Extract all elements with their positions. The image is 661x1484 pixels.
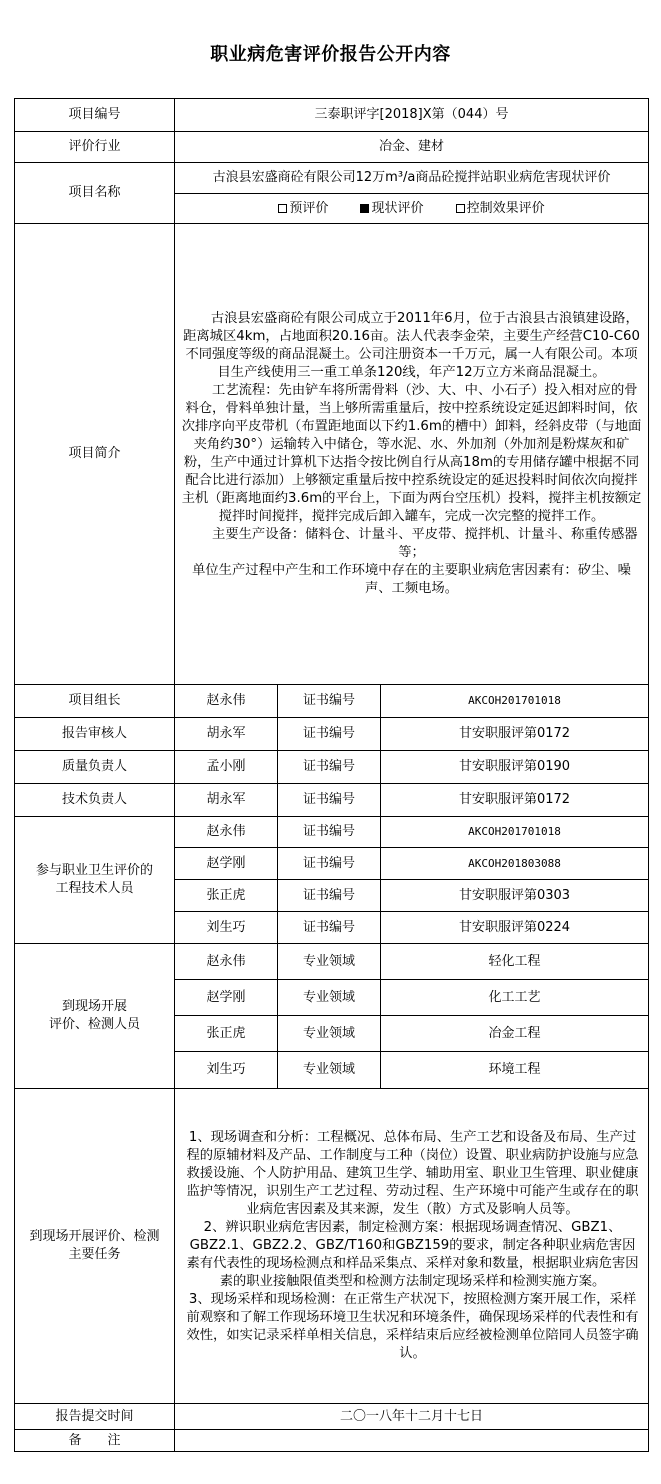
task-item-1: 1、现场调查和分析：工程概况、总体布局、生产工艺和设备及布局、生产过程的原辅材料及产品、工作制度与工种（岗位）设置、职业病防护设施与应急救援设施、个人防护用品、建筑卫生学、辅助用室、职业卫生管理、职业健康监护等情况，识别生产工艺过程、劳动过程、生产环境中可能产生或存在的职业病危害因素及其来源，发生（散）方式及影响人员等。	[186, 1130, 639, 1217]
cert-value: AKCOH201701018	[381, 685, 649, 718]
field-label: 专业领域	[278, 944, 381, 980]
row-submit	[15, 1404, 649, 1430]
staff-name: 赵学刚	[175, 980, 278, 1016]
staff-name: 张正虎	[175, 1016, 278, 1052]
row-industry	[15, 132, 649, 163]
tasks-content	[175, 1089, 649, 1404]
role-row	[15, 718, 649, 751]
intro-paragraph-3: 主要生产设备：储料仓、计量斗、平皮带、搅拌机、计量斗、称重传感器等；	[212, 527, 638, 560]
cert-label: 证书编号	[278, 718, 381, 751]
engineer-name: 刘生巧	[175, 912, 278, 944]
engineer-name: 张正虎	[175, 880, 278, 912]
role-row	[15, 784, 649, 817]
cert-value: 甘安职服评第0172	[381, 718, 649, 751]
cert-label: 证书编号	[278, 848, 381, 880]
option-control-effect-evaluation: 控制效果评价	[456, 200, 545, 218]
field-label: 专业领域	[278, 1052, 381, 1089]
engineer-name: 赵学刚	[175, 848, 278, 880]
checkbox-unchecked-icon	[456, 204, 465, 213]
project-name-label: 项目名称	[15, 163, 175, 224]
cert-label: 证书编号	[278, 784, 381, 817]
role-name: 孟小刚	[175, 751, 278, 784]
disclosure-table	[14, 98, 649, 1452]
role-name: 胡永军	[175, 784, 278, 817]
role-label: 质量负责人	[15, 751, 175, 784]
cert-value: AKCOH201701018	[381, 817, 649, 848]
cert-label: 证书编号	[278, 685, 381, 718]
project-no-label: 项目编号	[15, 99, 175, 132]
tasks-label: 到现场开展评价、检测 主要任务	[15, 1089, 175, 1404]
submit-label: 报告提交时间	[15, 1404, 175, 1430]
intro-paragraph-2: 工艺流程：先由铲车将所需骨料（沙、大、中、小石子）投入相对应的骨料仓，骨料单独计量，当上够所需重量后，按中控系统设定延迟卸料时间，依次排序向平皮带机（布置距地面以下约1.6m的槽中）卸料，经斜皮带（与地面夹角约30°）运输转入中储仓，等水泥、水、外加剂（外加剂是粉煤灰和矿粉，生产中通过计算机下达指令按比例自行从高18m的专用储存罐中根据不同配合比进行添加）上够额定重量后按中控系统设定的延迟投料时间依次向搅拌主机（距离地面约3.6m的平台上，下面为两台空压机）投料，搅拌主机按额定搅拌时间搅拌，搅拌完成后卸入罐车，完成一次完整的搅拌工作。	[181, 383, 642, 524]
role-label: 项目组长	[15, 685, 175, 718]
page-title: 职业病危害评价报告公开内容	[210, 44, 451, 65]
cert-label: 证书编号	[278, 912, 381, 944]
intro-content	[175, 224, 649, 685]
cert-value: 甘安职服评第0172	[381, 784, 649, 817]
engineer-row	[15, 817, 649, 848]
cert-value: AKCOH201803088	[381, 848, 649, 880]
submit-value: 二〇一八年十二月十七日	[175, 1404, 649, 1430]
field-staff-row	[15, 944, 649, 980]
cert-label: 证书编号	[278, 817, 381, 848]
role-name: 赵永伟	[175, 685, 278, 718]
staff-name: 刘生巧	[175, 1052, 278, 1089]
field-value: 环境工程	[381, 1052, 649, 1089]
cert-value: 甘安职服评第0190	[381, 751, 649, 784]
field-value: 化工工艺	[381, 980, 649, 1016]
field-label: 专业领域	[278, 980, 381, 1016]
remark-value	[175, 1430, 649, 1452]
engineer-name: 赵永伟	[175, 817, 278, 848]
field-staff-label: 到现场开展 评价、检测人员	[15, 944, 175, 1089]
role-name: 胡永军	[175, 718, 278, 751]
cert-label: 证书编号	[278, 751, 381, 784]
row-project-name	[15, 163, 649, 194]
project-name-value: 古浪县宏盛商砼有限公司12万m³/a商品砼搅拌站职业病危害现状评价	[175, 163, 649, 194]
checkbox-unchecked-icon	[278, 204, 287, 213]
row-remark	[15, 1430, 649, 1452]
row-intro	[15, 224, 649, 685]
role-row	[15, 685, 649, 718]
evaluation-type-options	[175, 194, 649, 224]
cert-value: 甘安职服评第0303	[381, 880, 649, 912]
role-label: 报告审核人	[15, 718, 175, 751]
row-tasks	[15, 1089, 649, 1404]
field-label: 专业领域	[278, 1016, 381, 1052]
intro-paragraph-4: 单位生产过程中产生和工作环境中存在的主要职业病危害因素有：矽尘、噪声、工频电场。	[192, 563, 631, 596]
task-item-2: 2、辨识职业病危害因素，制定检测方案：根据现场调查情况、GBZ1、GBZ2.1、GBZ2.2、GBZ/T160和GBZ159的要求，制定各种职业病危害因素有代表性的现场检测点和样品采集点、采样对象和数量，根据职业病危害因素的职业接触限值类型和检测方法制定现场采样和检测实施方案。	[186, 1220, 639, 1289]
role-row	[15, 751, 649, 784]
engineers-label: 参与职业卫生评价的 工程技术人员	[15, 817, 175, 944]
field-value: 轻化工程	[381, 944, 649, 980]
industry-label: 评价行业	[15, 132, 175, 163]
task-item-3: 3、现场采样和现场检测：在正常生产状况下，按照检测方案开展工作，采样前观察和了解工作现场环境卫生状况和环境条件，确保现场采样的代表性和有效性，如实记录采样单相关信息，采样结束后应经被检测单位陪同人员签字确认。	[186, 1292, 639, 1361]
field-value: 冶金工程	[381, 1016, 649, 1052]
checkbox-checked-icon	[360, 204, 369, 213]
project-no-value: 三泰职评字[2018]X第（044）号	[175, 99, 649, 132]
intro-label: 项目简介	[15, 224, 175, 685]
cert-label: 证书编号	[278, 880, 381, 912]
row-project-no	[15, 99, 649, 132]
staff-name: 赵永伟	[175, 944, 278, 980]
option-status-evaluation: 现状评价	[360, 200, 423, 218]
role-label: 技术负责人	[15, 784, 175, 817]
industry-value: 冶金、建材	[175, 132, 649, 163]
option-pre-evaluation: 预评价	[278, 200, 328, 218]
intro-paragraph-1: 古浪县宏盛商砼有限公司成立于2011年6月，位于古浪县古浪镇建设路，距离城区4km，占地面积20.16亩。法人代表李金荣，主要生产经营C10-C60不同强度等级的商品混凝土。公司注册资本一千万元，属一人有限公司。本项目生产线使用三一重工单条120线，年产12万立方米商品混凝土。	[183, 311, 640, 380]
cert-value: 甘安职服评第0224	[381, 912, 649, 944]
remark-label: 备 注	[15, 1430, 175, 1452]
